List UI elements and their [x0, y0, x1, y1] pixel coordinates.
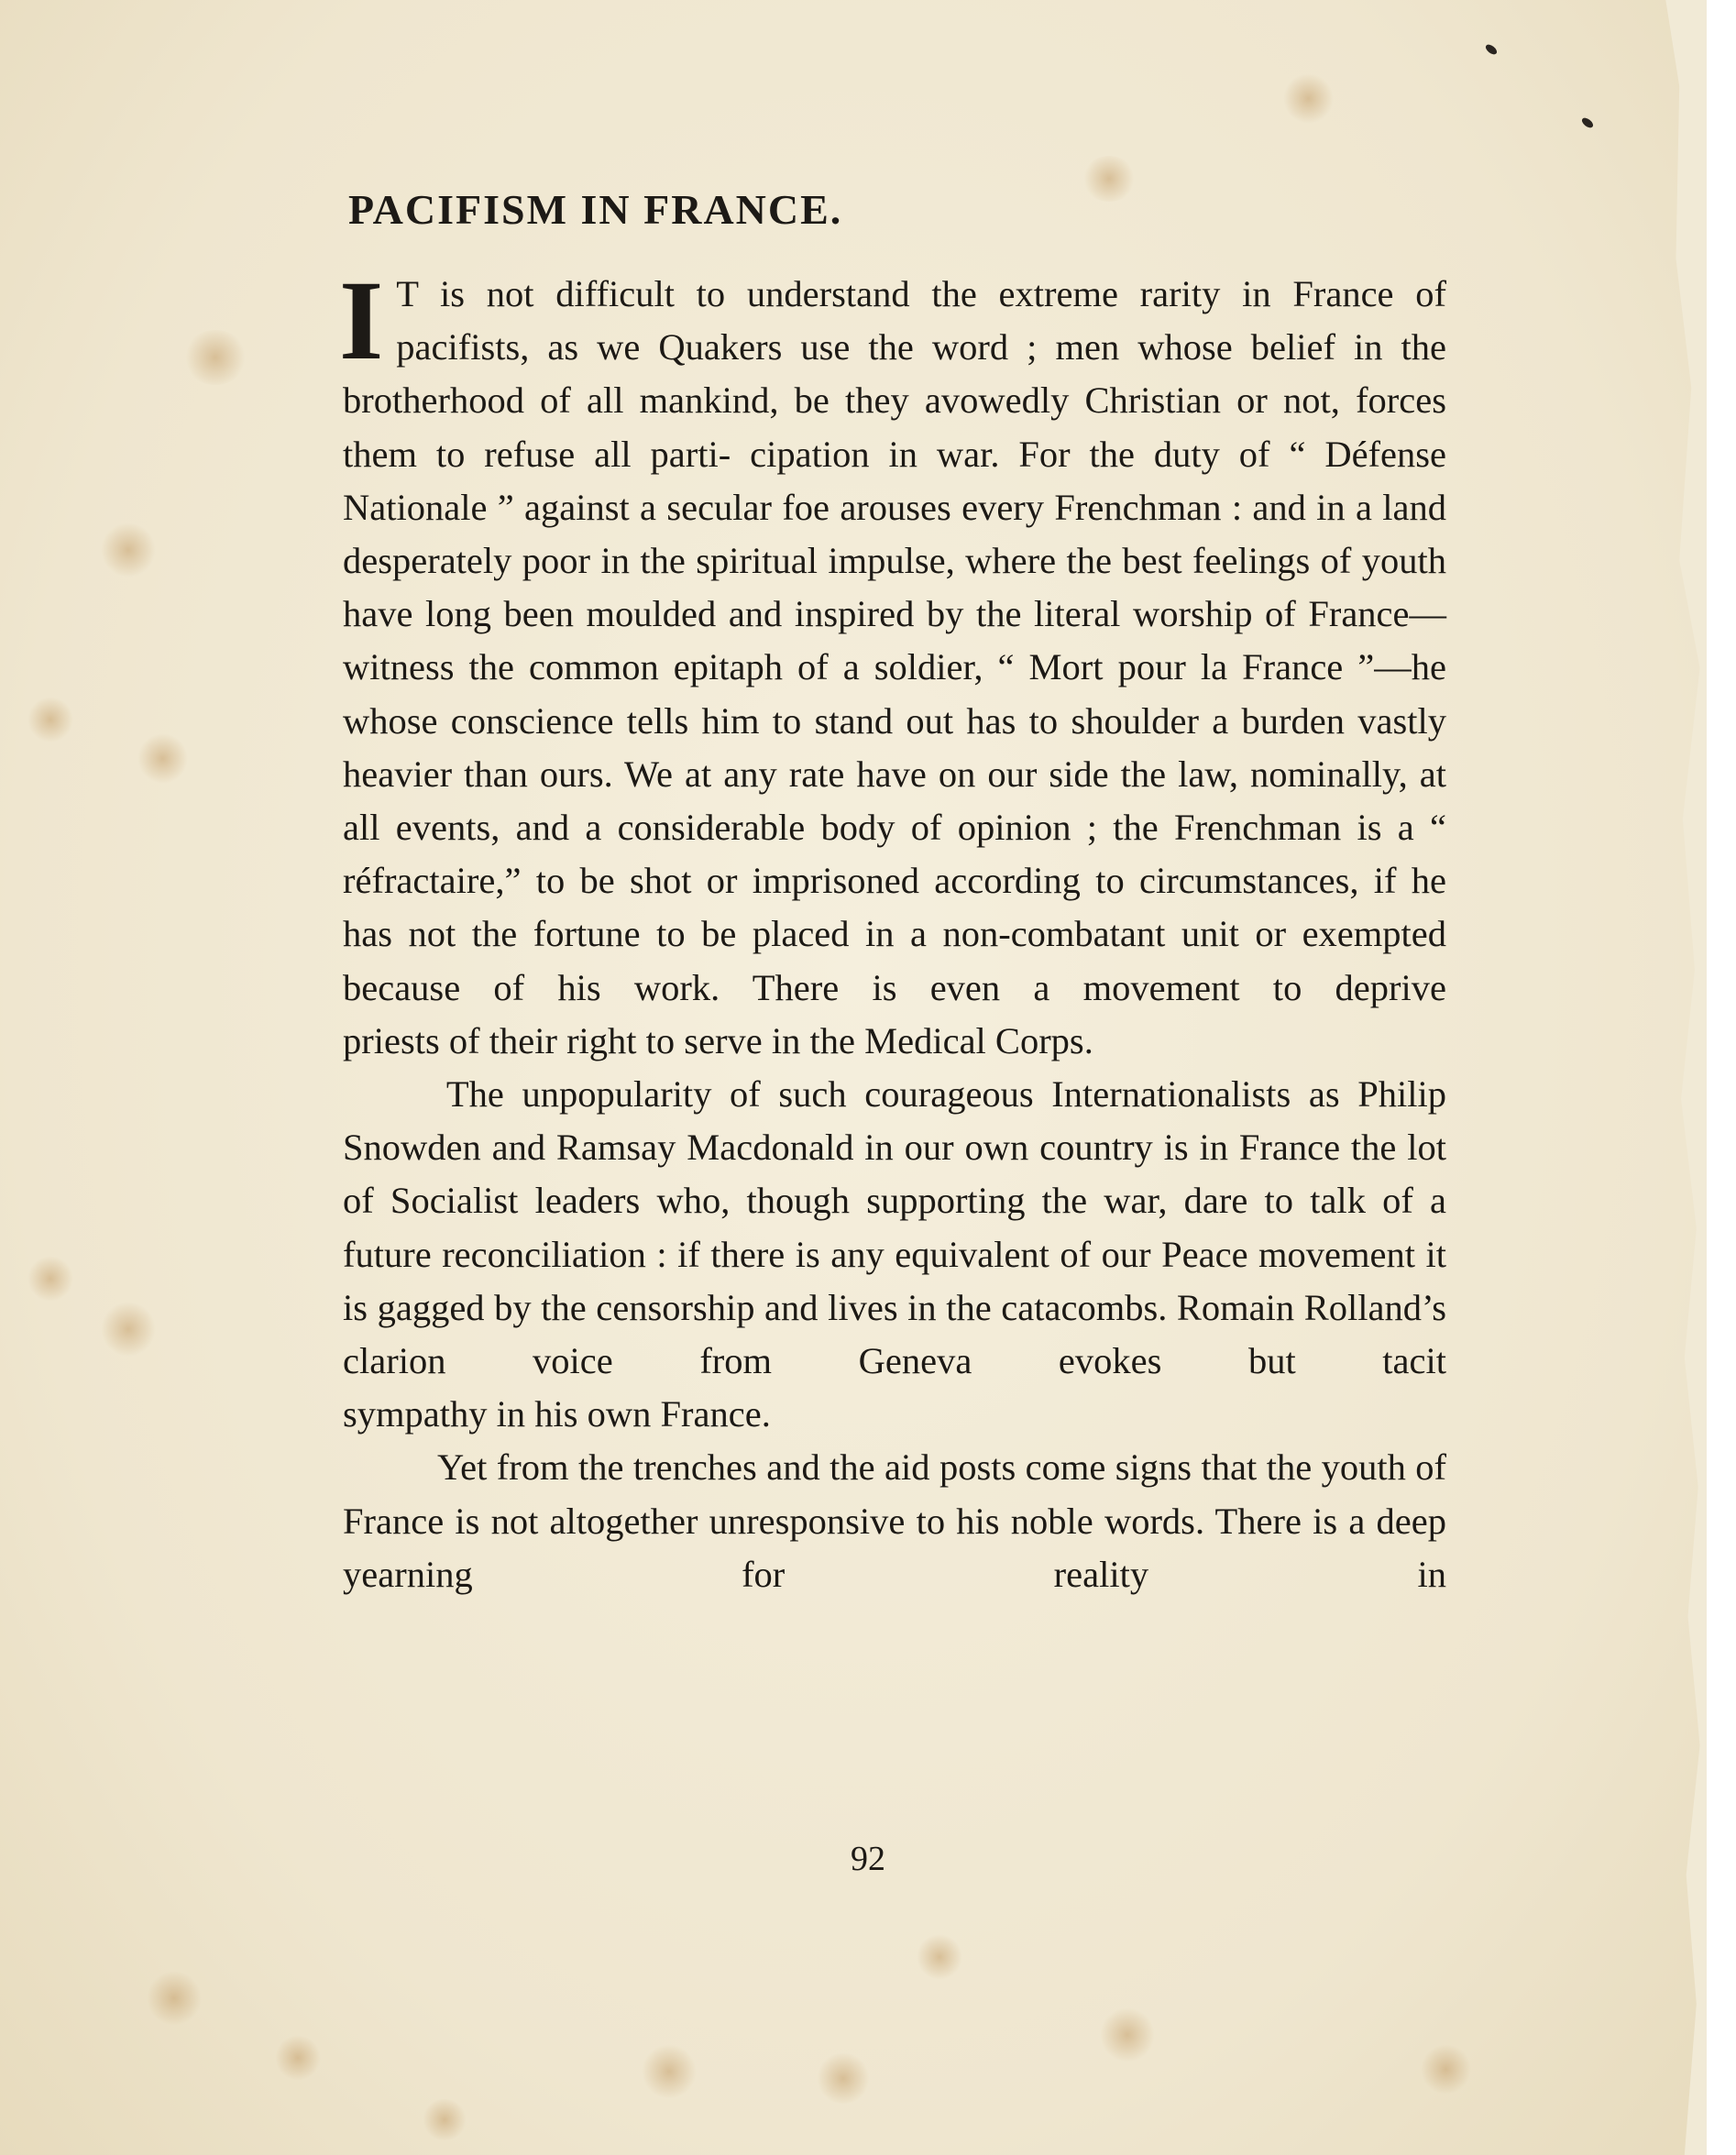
text-line: by the censorship and lives in the catacombs. Romain [494, 1286, 1295, 1328]
text-line: land desperately poor in the spiritual impulse, where the [343, 486, 1446, 582]
foxing-spot [137, 733, 188, 784]
text-line: if there is any equivalent of our Peace movement it is gagged [343, 1233, 1447, 1328]
text-line: T is not difficult to understand the extreme rarity in [396, 273, 1271, 314]
foxing-spot [1100, 2007, 1155, 2062]
foxing-spot [816, 2053, 871, 2104]
page-number: 92 [851, 1840, 885, 1878]
text-line: France of pacifists, as we Quakers use the word ; men [396, 273, 1446, 368]
foxing-spot [101, 1302, 156, 1357]
text-line: Rolland’s clarion voice from Geneva evokes but tacit [343, 1286, 1446, 1382]
foxing-spot [1421, 2044, 1471, 2095]
paragraph-2-final-line [343, 1388, 1446, 1441]
text-line: fortune to be placed in a non-combatant unit or exempted [533, 913, 1447, 955]
foxing-spot [1082, 156, 1137, 202]
foxing-spot [275, 2035, 321, 2081]
foxing-spot [147, 1971, 202, 2026]
text-line: as Philip Snowden and Ramsay Macdonald in our own [343, 1073, 1446, 1169]
text-line: or imprisoned according to circumstances, if he has not the [343, 860, 1446, 955]
text-line: country is in France the lot of Socialist leaders who, though [343, 1127, 1446, 1222]
drop-cap: I [339, 258, 384, 383]
text-line: best feelings of youth have long been moulded and inspired [343, 540, 1446, 635]
foxing-spot [1283, 73, 1334, 124]
foxing-spot [917, 1934, 962, 1980]
page-title: PACIFISM IN FRANCE. [348, 186, 843, 233]
text-line: because of his work. There is even a movement to deprive [343, 966, 1446, 1008]
text-line: cipation in war. For the duty of “ Défense Nationale ” [343, 433, 1446, 528]
text-line: avowedly Christian or not, forces them to refuse all parti- [343, 379, 1447, 475]
foxing-spot [27, 1256, 73, 1302]
text-line: priests of their right to serve in the Medical Corps. [343, 1019, 1093, 1061]
foxing-spot [422, 2099, 467, 2140]
ink-mark [1484, 43, 1499, 57]
paragraph-3 [343, 1441, 1446, 1601]
text-line: The unpopularity of such courageous Internationalists [445, 1073, 1291, 1116]
foxing-spot [183, 330, 247, 385]
foxing-spot [101, 522, 156, 577]
foxing-spot [27, 697, 73, 742]
paragraph-2 [343, 1068, 1446, 1388]
text-line: epitaph of a soldier, “ Mort pour la France ”—he whose [343, 646, 1447, 742]
paragraph-1-final-line [343, 1015, 1446, 1068]
foxing-spot [642, 2044, 697, 2099]
text-line: conscience tells him to stand out has to shoulder a burden [450, 699, 1345, 742]
text-line: noble words. There is a deep yearning for reality in [343, 1500, 1446, 1595]
text-line: whose belief in the brotherhood of all mankind, be they [343, 326, 1446, 422]
scan-background [1707, 0, 1736, 2155]
text-line: against a secular foe arouses every Frenchman : and in a [524, 486, 1372, 528]
text-line: supporting the war, dare to talk of a future reconciliation : [343, 1180, 1447, 1275]
ink-mark [1580, 116, 1595, 130]
text-line: the law, nominally, at all events, and a considerable body [343, 753, 1447, 849]
text-line: the youth of France is not altogether unresponsive to his [343, 1446, 1447, 1542]
text-line: by the literal worship of France—witness the common [343, 593, 1447, 688]
text-line: sympathy in his own France. [343, 1393, 771, 1435]
body-text [339, 258, 1447, 1601]
text-line: Yet from the trenches and the aid posts come signs that [436, 1446, 1258, 1489]
paragraph-1 [339, 258, 1447, 1015]
text-line: vastly heavier than ours. We at any rate have on our side [343, 699, 1447, 795]
text-line: of opinion ; the Frenchman is a “ réfractaire,” to be shot [343, 807, 1446, 902]
